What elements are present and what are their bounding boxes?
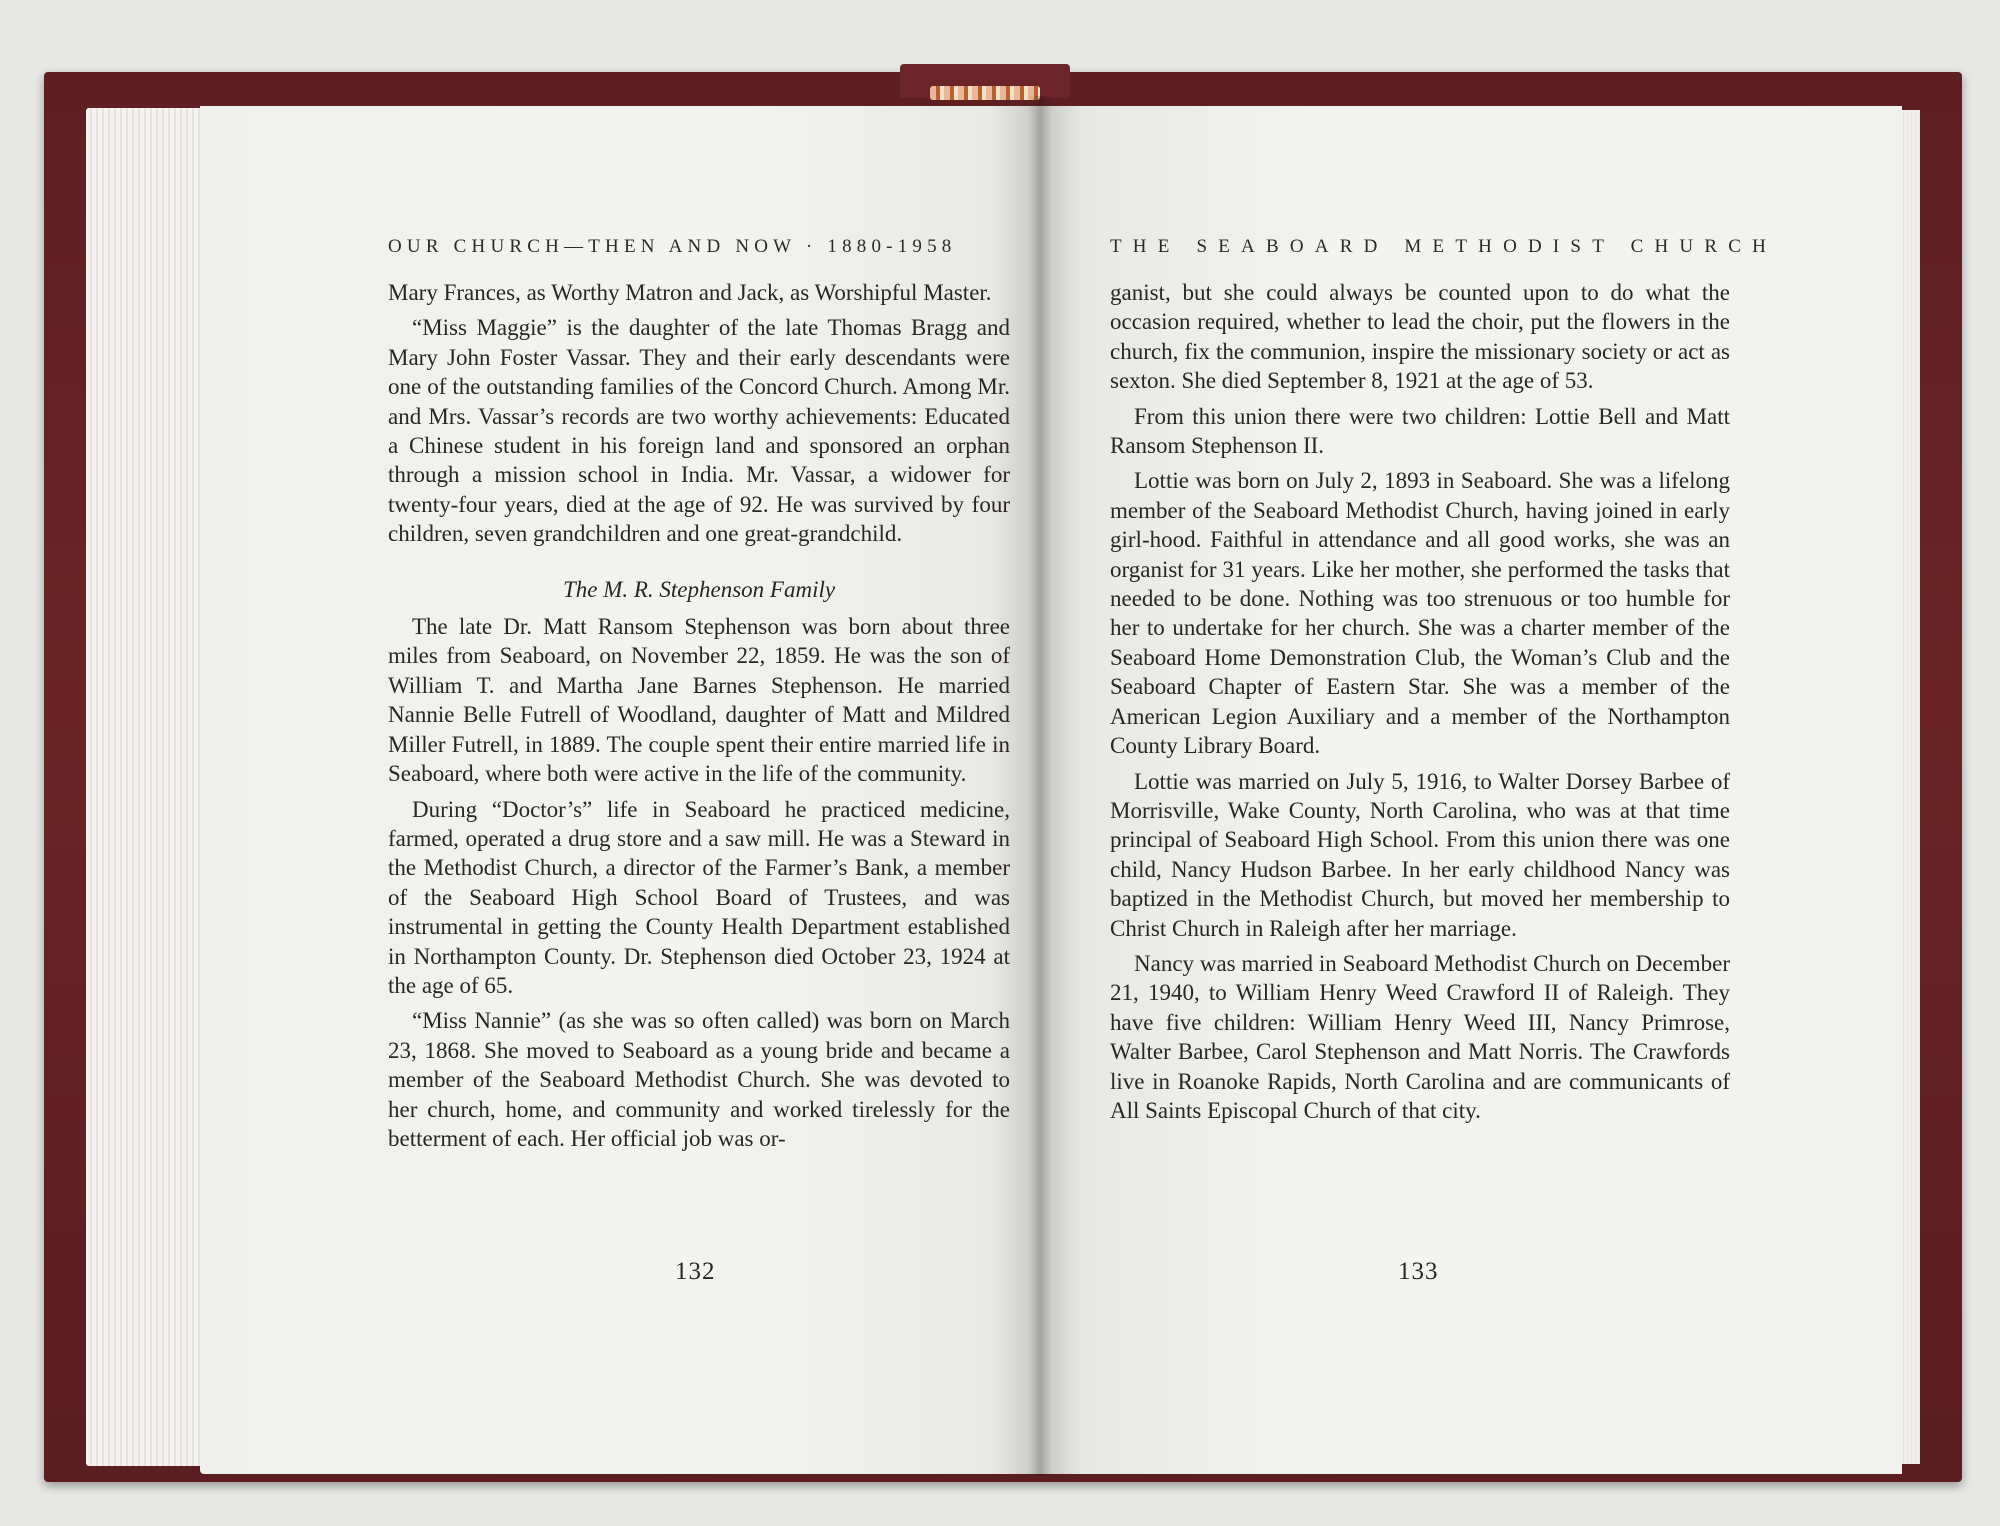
right-paragraph-4: Lottie was married on July 5, 1916, to Walter Dorsey Barbee of Morrisville, Wake County, North Carolina, who was at that time principal of Seaboard High School. From this union there was one child, Nancy Hudson Barbee. In her early childhood Nancy was baptized in the Methodist Church, but moved her membership to Christ Church in Raleigh after her marriage. <box>1110 768 1730 941</box>
left-paragraph-4: During “Doctor’s” life in Seaboard he practiced medicine, farmed, operated a drug store and a saw mill. He was a Steward in the Methodist Church, a director of the Farmer’s Bank, a member of the Seaboard High School Board of Trustees, and was instrumental in getting the County Health Department established in Northampton County. Dr. Stephenson died October 23, 1924 at the age of 65. <box>388 796 1010 998</box>
left-running-head: OUR CHURCH—THEN AND NOW · 1880-1958 <box>388 236 957 257</box>
right-running-head: THE SEABOARD METHODIST CHURCH <box>1110 236 1777 257</box>
left-paragraph-1: Mary Frances, as Worthy Matron and Jack, as Worshipful Master. <box>388 280 992 305</box>
right-paragraph-3: Lottie was born on July 2, 1893 in Seaboard. She was a lifelong member of the Seaboard Methodist Church, having joined in early girl-hood. Faithful in attendance and all good works, she was an organist for 31 years. Like her mother, she performed the tasks that needed to be done. Nothing was too strenuous or too humble for her to undertake for her church. She was a charter member of the Seaboard Home Demonstration Club, the Woman’s Club and the Seaboard Chapter of Eastern Star. She was a member of the American Legion Auxiliary and a member of the Northampton County Library Board. <box>1110 468 1730 759</box>
right-paragraph-1: ganist, but she could always be counted upon to do what the occasion required, whether to lead the choir, put the flowers in the church, fix the communion, inspire the missionary society or act as sexton. She died September 8, 1921 at the age of 53. <box>1110 280 1730 394</box>
left-page-number: 132 <box>675 1258 716 1285</box>
headband-stripe <box>930 86 1040 100</box>
book-gutter <box>1028 96 1052 1476</box>
right-paragraph-2: From this union there were two children: Lottie Bell and Matt Ransom Stephenson II. <box>1110 403 1730 459</box>
left-text-block <box>388 278 1010 1159</box>
right-paragraph-5: Nancy was married in Seaboard Methodist Church on December 21, 1940, to William Henry Weed Crawford II of Raleigh. They have five children: William Henry Weed III, Nancy Primrose, Walter Barbee, Carol Stephenson and Matt Norris. The Crawfords live in Roanoke Rapids, North Carolina and are communicants of All Saints Episcopal Church of that city. <box>1110 950 1730 1123</box>
left-paragraph-5: “Miss Nannie” (as she was so often called) was born on March 23, 1868. She moved to Seaboard as a young bride and became a member of the Seaboard Methodist Church. She was devoted to her church, home, and community and worked tirelessly for the betterment of each. Her official job was or- <box>388 1008 1010 1151</box>
left-page-edges <box>86 108 216 1466</box>
right-text-block <box>1110 278 1730 1131</box>
section-heading: The M. R. Stephenson Family <box>562 576 836 602</box>
right-page-number: 133 <box>1398 1258 1439 1285</box>
left-paragraph-3: The late Dr. Matt Ransom Stephenson was born about three miles from Seaboard, on November 22, 1859. He was the son of William T. and Martha Jane Barnes Stephenson. He married Nannie Belle Futrell of Woodland, daughter of Matt and Mildred Miller Futrell, in 1889. The couple spent their entire married life in Seaboard, where both were active in the life of the community. <box>388 614 1010 787</box>
left-paragraph-2: “Miss Maggie” is the daughter of the late Thomas Bragg and Mary John Foster Vassar. They and their early descendants were one of the outstanding families of the Concord Church. Among Mr. and Mrs. Vassar’s records are two worthy achievements: Educated a Chinese student in his foreign land and sponsored an orphan through a mission school in India. Mr. Vassar, a widower for twenty-four years, died at the age of 92. He was survived by four children, seven grandchildren and one great-grandchild. <box>388 315 1010 547</box>
